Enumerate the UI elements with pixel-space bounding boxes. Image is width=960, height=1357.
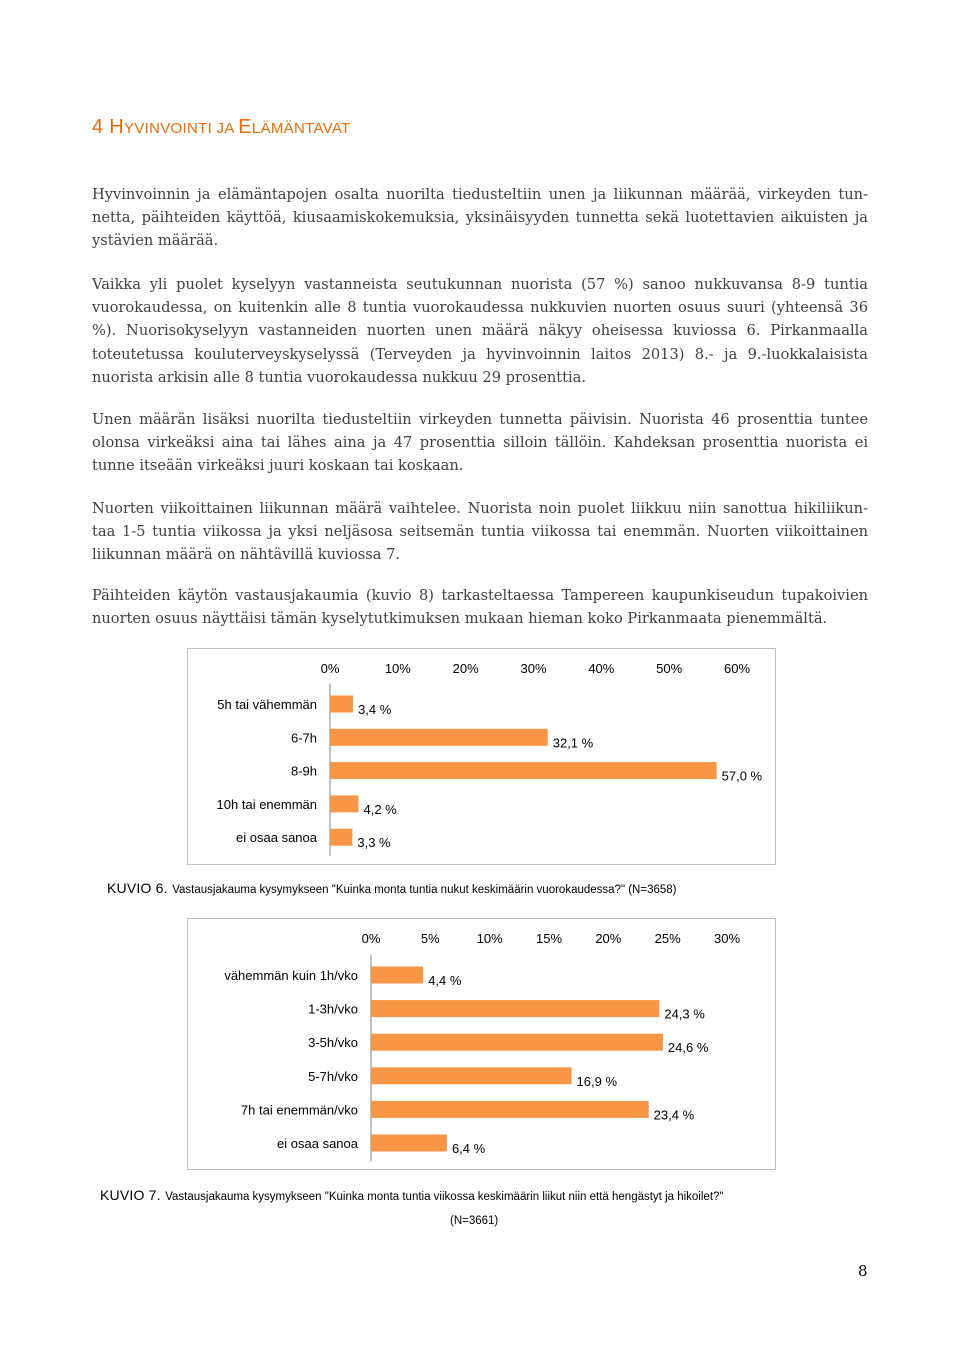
data-label: 16,9 % <box>576 1073 618 1089</box>
x-tick-label: 40% <box>588 661 615 676</box>
x-tick-label: 30% <box>520 661 547 676</box>
bar <box>371 1101 649 1118</box>
category-label: 5h tai vähemmän <box>217 697 317 712</box>
data-label: 4,4 % <box>428 973 462 988</box>
category-label: 6-7h <box>290 730 317 746</box>
category-label: 10h tai enemmän <box>216 796 317 812</box>
x-tick-label: 10% <box>476 931 503 946</box>
category-label: 1-3h/vko <box>308 1001 358 1017</box>
bar <box>371 1034 663 1051</box>
data-label: 32,1 % <box>552 735 594 751</box>
bar <box>371 1135 447 1152</box>
heading-number: 4 <box>92 116 104 138</box>
x-tick-label: 20% <box>595 931 622 946</box>
data-label: 57,0 % <box>721 768 763 784</box>
caption-text: Vastausjakauma kysymykseen "Kuinka monta tuntia viikossa keskimäärin liikut niin että hengästyt ja hikoilet?" <box>165 1191 724 1203</box>
category-label: 5-7h/vko <box>308 1068 358 1084</box>
heading-title: HYVINVOINTI JA ELÄMÄNTAVAT <box>109 116 351 138</box>
caption-n: (N=3661) <box>450 1215 499 1227</box>
data-label: 4,2 % <box>363 801 397 817</box>
bar <box>330 696 353 713</box>
bar <box>330 729 548 746</box>
data-label: 3,3 % <box>357 835 391 851</box>
paragraph-alertness: Unen määrän lisäksi nuorilta tiedusteltiin virkeyden tunnetta päivisin. Nuorista 46 prosenttia tuntee olonsa virkeäksi aina tai lähes aina ja 47 prosenttia silloin tällöin. Kahdeksan prosenttia nuorista ei tunne itseään virkeäksi juuri koskaan tai koskaan. <box>92 411 868 475</box>
x-tick-label: 20% <box>452 661 479 676</box>
bar <box>330 795 358 812</box>
caption-label: KUVIO 6. <box>107 880 168 896</box>
x-tick-label: 50% <box>656 661 683 676</box>
bar <box>330 762 717 779</box>
x-tick-label: 0% <box>361 931 381 946</box>
x-tick-label: 5% <box>420 931 440 946</box>
data-label: 6,4 % <box>451 1141 486 1156</box>
x-tick-label: 60% <box>723 661 751 676</box>
paragraph-exercise: Nuorten viikoittainen liikunnan määrä vaihtelee. Nuorista noin puolet liikkuu niin sanottua hikiliikun-taa 1-5 tuntia viikossa ja yksi neljäsosa seitsemän tuntia viikossa tai enemmän. Nuorten viikoittainen liikunnan määrä on nähtävillä kuviossa 7. <box>92 500 868 564</box>
caption-kuvio-7-n <box>450 1211 498 1229</box>
x-tick-label: 0% <box>320 661 340 676</box>
bar <box>371 1000 659 1017</box>
x-tick-label: 25% <box>654 931 681 946</box>
x-tick-label: 30% <box>713 931 741 946</box>
category-label: ei osaa sanoa <box>277 1136 358 1151</box>
category-label: 3-5h/vko <box>308 1035 358 1051</box>
caption-text: Vastausjakauma kysymykseen "Kuinka monta tuntia nukut keskimäärin vuorokaudessa?" (N=3658) <box>172 884 677 896</box>
bar <box>371 967 423 984</box>
x-tick-label: 10% <box>384 661 411 676</box>
chart-sleep-svg <box>188 649 775 864</box>
chart-exercise-hours <box>187 918 776 1170</box>
caption-label: KUVIO 7. <box>100 1187 161 1203</box>
category-label: ei osaa sanoa <box>236 830 317 846</box>
chart-exercise-svg <box>188 919 775 1169</box>
data-label: 24,3 % <box>664 1006 705 1022</box>
category-label: vähemmän kuin 1h/vko <box>224 968 358 983</box>
bar <box>330 829 352 846</box>
paragraph-substances: Päihteiden käytön vastausjakaumia (kuvio 8) tarkasteltaessa Tampereen kaupunkiseudun tupakoivien nuorten osuus näyttäisi tämän kyselytutkimuksen mukaan hieman koko Pirkanmaata pienemmältä. <box>92 587 868 628</box>
data-label: 24,6 % <box>667 1040 709 1056</box>
section-heading <box>92 116 351 139</box>
chart-sleep-hours <box>187 648 776 865</box>
caption-kuvio-6 <box>107 880 677 898</box>
bar <box>371 1067 572 1084</box>
data-label: 3,4 % <box>358 702 392 717</box>
x-tick-label: 15% <box>535 931 563 946</box>
category-label: 8-9h <box>290 763 317 779</box>
paragraph-sleep: Vaikka yli puolet kyselyyn vastanneista seutukunnan nuorista (57 %) sanoo nukkuvansa 8-9 tuntia vuorokaudessa, on kuitenkin alle 8 tuntia vuorokaudessa nukkuvien nuorten osuus suuri (yhteensä 36 %). Nuorisokyselyyn vastanneiden nuorten unen määrä näkyy oheisessa kuviossa 6. Pirkanmaalla toteutetussa kouluterveyskyselyssä (Terveyden ja hyvinvoinnin laitos 2013) 8.- ja 9.-luokkalaisista nuorista arkisin alle 8 tuntia vuorokaudessa nukkuu 29 prosenttia. <box>92 276 868 386</box>
page-number: 8 <box>858 1262 868 1280</box>
category-label: 7h tai enemmän/vko <box>240 1102 358 1118</box>
paragraph-intro: Hyvinvoinnin ja elämäntapojen osalta nuorilta tiedusteltiin unen ja liikunnan määrää, virkeyden tun-netta, päihteiden käyttöä, kiusaamiskokemuksia, yksinäisyyden tunnetta sekä luotettavien aikuisten ja ystävien määrää. <box>92 186 868 250</box>
caption-kuvio-7 <box>100 1187 724 1205</box>
data-label: 23,4 % <box>653 1107 695 1123</box>
